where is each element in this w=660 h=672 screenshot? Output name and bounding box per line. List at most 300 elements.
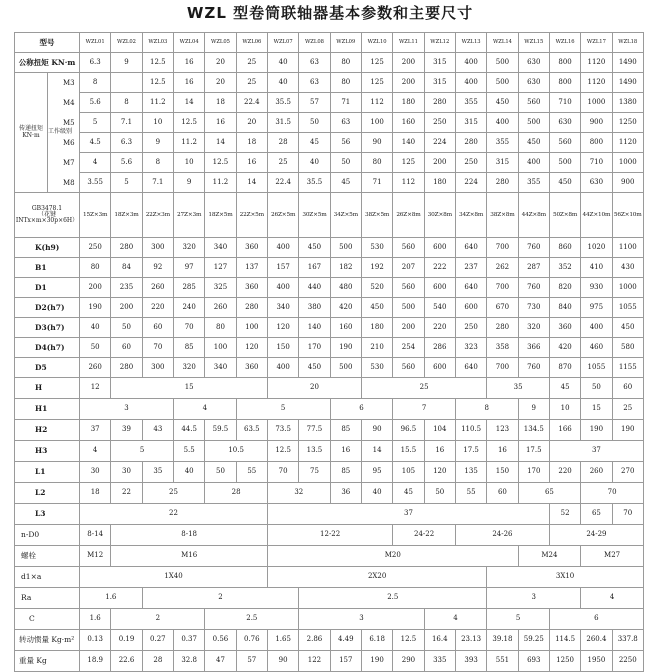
value-cell: 135	[455, 462, 486, 483]
spline-cell: 18Z×3m	[111, 193, 142, 238]
value-cell: M27	[581, 546, 644, 567]
model-header: WZL15	[518, 33, 549, 53]
spline-label	[15, 193, 80, 238]
spline-cell: 38Z×8m	[487, 193, 518, 238]
value-cell: 22.4	[236, 93, 267, 113]
value-cell: 40	[299, 153, 330, 173]
value-cell: 260	[205, 298, 236, 318]
row-label-l2: L2	[15, 483, 80, 504]
value-cell: 7	[393, 399, 456, 420]
value-cell: 500	[549, 153, 580, 173]
value-cell: 43	[142, 420, 173, 441]
row-weight	[15, 651, 644, 672]
value-cell: 10	[173, 153, 204, 173]
value-cell: 262	[487, 258, 518, 278]
value-cell: 1490	[612, 73, 643, 93]
row-d3	[15, 318, 644, 338]
value-cell: 18.9	[80, 651, 111, 672]
value-cell: 207	[393, 258, 424, 278]
value-cell: 5	[487, 609, 550, 630]
value-cell: 600	[424, 278, 455, 298]
value-cell: 360	[236, 278, 267, 298]
value-cell: 286	[424, 338, 455, 358]
value-cell: 400	[267, 358, 298, 378]
value-cell: 50	[205, 462, 236, 483]
value-cell: 2.5	[205, 609, 299, 630]
value-cell: 400	[581, 318, 612, 338]
value-cell: 56	[330, 133, 361, 153]
value-cell: 200	[424, 153, 455, 173]
value-cell: 340	[205, 238, 236, 258]
value-cell: 520	[361, 278, 392, 298]
row-l3	[15, 504, 644, 525]
value-cell: 400	[267, 278, 298, 298]
value-cell: 22.6	[111, 651, 142, 672]
work-class-m6: M6	[63, 139, 75, 147]
spline-cell: 26Z×8m	[393, 193, 424, 238]
value-cell: 200	[80, 278, 111, 298]
row-d5	[15, 358, 644, 378]
value-cell: 28	[205, 483, 268, 504]
value-cell: 1120	[612, 133, 643, 153]
value-cell: 60	[487, 483, 518, 504]
value-cell: 85	[173, 338, 204, 358]
value-cell: 900	[581, 113, 612, 133]
value-cell: 200	[393, 73, 424, 93]
row-label-l3: L3	[15, 504, 80, 525]
value-cell: 5	[111, 173, 142, 193]
value-cell: 760	[518, 238, 549, 258]
value-cell: 125	[393, 153, 424, 173]
value-cell: 250	[80, 238, 111, 258]
spline-cell: 50Z×8m	[549, 193, 580, 238]
value-cell: 1000	[612, 278, 643, 298]
value-cell: 760	[518, 278, 549, 298]
value-cell: 16	[330, 441, 361, 462]
value-cell: 420	[330, 298, 361, 318]
spline-cell: 34Z×5m	[330, 193, 361, 238]
value-cell: 530	[361, 358, 392, 378]
model-header: WZL13	[455, 33, 486, 53]
row-label-d1xa: d1×a	[15, 567, 80, 588]
value-cell: 340	[267, 298, 298, 318]
value-cell: 12.5	[142, 53, 173, 73]
value-cell: 32	[267, 483, 330, 504]
value-cell: 14	[236, 173, 267, 193]
value-cell: 25	[236, 73, 267, 93]
value-cell: 2.5	[299, 588, 487, 609]
value-cell: 355	[518, 173, 549, 193]
value-cell: 380	[299, 298, 330, 318]
value-cell: 90	[267, 651, 298, 672]
value-cell: 400	[518, 153, 549, 173]
value-cell: 180	[361, 318, 392, 338]
value-cell: 1X40	[80, 567, 268, 588]
value-cell: 80	[80, 258, 111, 278]
value-cell: 30	[80, 462, 111, 483]
value-cell: 700	[487, 278, 518, 298]
value-cell: 14	[173, 93, 204, 113]
value-cell: 18	[205, 93, 236, 113]
value-cell: 2	[142, 588, 299, 609]
value-cell: 71	[361, 173, 392, 193]
value-cell: 134.5	[518, 420, 549, 441]
value-cell: 170	[518, 462, 549, 483]
value-cell: 900	[612, 173, 643, 193]
value-cell: 870	[549, 358, 580, 378]
row-h1	[15, 399, 644, 420]
value-cell: 80	[205, 318, 236, 338]
value-cell: 70	[142, 338, 173, 358]
value-cell: 0.19	[111, 630, 142, 651]
model-header: WZL16	[549, 33, 580, 53]
value-cell: 10	[549, 399, 580, 420]
row-label-d1: D1	[15, 278, 80, 298]
value-cell: 25	[142, 483, 205, 504]
row-m3	[15, 73, 644, 93]
work-class-label: 工作级别	[48, 128, 73, 136]
value-cell: 20	[205, 53, 236, 73]
value-cell: 112	[361, 93, 392, 113]
value-cell: 0.56	[205, 630, 236, 651]
value-cell: 400	[455, 73, 486, 93]
value-cell: 224	[424, 133, 455, 153]
row-label-d4: D4(h7)	[15, 338, 80, 358]
value-cell: 120	[236, 338, 267, 358]
row-spline	[15, 193, 644, 238]
row-label-h3: H3	[15, 441, 80, 462]
value-cell: 122	[299, 651, 330, 672]
value-cell: M24	[518, 546, 581, 567]
value-cell: 12.5	[173, 113, 204, 133]
value-cell: 70	[612, 504, 643, 525]
value-cell: 300	[142, 358, 173, 378]
value-cell: 560	[549, 133, 580, 153]
value-cell: 640	[455, 238, 486, 258]
value-cell: 18	[80, 483, 111, 504]
value-cell: 222	[424, 258, 455, 278]
value-cell: 450	[612, 318, 643, 338]
value-cell: 45	[549, 378, 580, 399]
value-cell: 60	[142, 318, 173, 338]
value-cell: 50	[299, 113, 330, 133]
value-cell: 560	[393, 238, 424, 258]
value-cell: 11.2	[142, 93, 173, 113]
spline-cell: 22Z×3m	[142, 193, 173, 238]
value-cell: 352	[549, 258, 580, 278]
value-cell: 160	[330, 318, 361, 338]
value-cell: 460	[581, 338, 612, 358]
value-cell: 270	[612, 462, 643, 483]
model-header: WZL12	[424, 33, 455, 53]
value-cell: 287	[518, 258, 549, 278]
row-label-weight: 重量 Kg	[15, 651, 80, 672]
model-header: WZL10	[361, 33, 392, 53]
row-l1	[15, 462, 644, 483]
value-cell: 200	[393, 53, 424, 73]
model-header: WZL11	[393, 33, 424, 53]
value-cell: 4.49	[330, 630, 361, 651]
header-row	[15, 33, 644, 53]
value-cell: 40	[361, 483, 392, 504]
value-cell: 500	[330, 358, 361, 378]
value-cell: 9	[173, 173, 204, 193]
value-cell: 52	[549, 504, 580, 525]
value-cell: 15.5	[393, 441, 424, 462]
value-cell: 170	[299, 338, 330, 358]
value-cell: 190	[361, 651, 392, 672]
value-cell: 100	[205, 338, 236, 358]
row-label-b1: B1	[15, 258, 80, 278]
value-cell: 4.5	[80, 133, 111, 153]
value-cell: 5	[80, 113, 111, 133]
row-h	[15, 378, 644, 399]
value-cell: 325	[205, 278, 236, 298]
value-cell: 860	[549, 238, 580, 258]
value-cell: 1155	[612, 358, 643, 378]
value-cell: 18	[236, 133, 267, 153]
value-cell: 24-26	[455, 525, 549, 546]
value-cell: 2	[111, 609, 205, 630]
value-cell: 16.4	[424, 630, 455, 651]
value-cell: 450	[518, 133, 549, 153]
value-cell: 730	[518, 298, 549, 318]
value-cell: 450	[549, 173, 580, 193]
value-cell: 1950	[581, 651, 612, 672]
row-label-bolt: 螺栓	[15, 546, 80, 567]
value-cell: 120	[267, 318, 298, 338]
row-nominal_torque	[15, 53, 644, 73]
value-cell: 25	[236, 53, 267, 73]
value-cell: 220	[424, 318, 455, 338]
value-cell: 80	[330, 53, 361, 73]
value-cell: 820	[549, 278, 580, 298]
value-cell: 700	[487, 238, 518, 258]
value-cell: 500	[487, 53, 518, 73]
value-cell: 1020	[581, 238, 612, 258]
value-cell: 400	[487, 113, 518, 133]
value-cell: 280	[111, 358, 142, 378]
value-cell: 9	[111, 53, 142, 73]
value-cell: 500	[487, 73, 518, 93]
value-cell: 45	[330, 173, 361, 193]
value-cell: 10.5	[205, 441, 268, 462]
value-cell: 140	[299, 318, 330, 338]
value-cell: 32.8	[173, 651, 204, 672]
value-cell: 5.6	[111, 153, 142, 173]
value-cell: 0.76	[236, 630, 267, 651]
row-label-c: C	[15, 609, 80, 630]
value-cell: 200	[111, 298, 142, 318]
value-cell: 400	[267, 238, 298, 258]
value-cell: 200	[393, 318, 424, 338]
value-cell: 90	[361, 133, 392, 153]
row-label-k: K(h9)	[15, 238, 80, 258]
value-cell: 580	[612, 338, 643, 358]
value-cell: 157	[267, 258, 298, 278]
value-cell: 75	[299, 462, 330, 483]
spline-cell: 30Z×8m	[424, 193, 455, 238]
model-header: WZL18	[612, 33, 643, 53]
value-cell: 320	[173, 358, 204, 378]
value-cell: 600	[424, 238, 455, 258]
value-cell: 85	[330, 420, 361, 441]
value-cell: 100	[361, 113, 392, 133]
spec-table	[14, 32, 644, 672]
value-cell: 6.3	[111, 133, 142, 153]
value-cell: 35	[487, 378, 550, 399]
value-cell: 40	[173, 462, 204, 483]
value-cell: 45	[299, 133, 330, 153]
row-label-nd: n-D0	[15, 525, 80, 546]
value-cell: 190	[581, 420, 612, 441]
value-cell: 315	[487, 153, 518, 173]
value-cell: 630	[581, 173, 612, 193]
value-cell: 220	[142, 298, 173, 318]
value-cell: 8	[111, 93, 142, 113]
value-cell: 8	[142, 153, 173, 173]
value-cell: 250	[424, 113, 455, 133]
spline-label-line2: （花键 INTx×m×30p×6H）	[15, 210, 79, 225]
value-cell: 4	[80, 441, 111, 462]
value-cell: 1120	[581, 73, 612, 93]
value-cell: 12.5	[267, 441, 298, 462]
value-cell: 35.5	[299, 173, 330, 193]
value-cell: 59.25	[518, 630, 549, 651]
value-cell: 36	[330, 483, 361, 504]
value-cell: 315	[455, 113, 486, 133]
value-cell: 5.6	[80, 93, 111, 113]
value-cell: 260	[581, 462, 612, 483]
model-header: WZL08	[299, 33, 330, 53]
value-cell: 600	[424, 358, 455, 378]
value-cell: 22	[80, 504, 268, 525]
value-cell: 315	[424, 53, 455, 73]
model-header: WZL04	[173, 33, 204, 53]
row-c	[15, 609, 644, 630]
header-label: 型号	[15, 33, 80, 53]
value-cell: 125	[361, 53, 392, 73]
value-cell: 240	[173, 298, 204, 318]
value-cell: 25	[612, 399, 643, 420]
value-cell: 137	[236, 258, 267, 278]
value-cell: 96.5	[393, 420, 424, 441]
value-cell: 500	[393, 298, 424, 318]
value-cell: 450	[299, 358, 330, 378]
row-nd	[15, 525, 644, 546]
value-cell: 192	[361, 258, 392, 278]
value-cell: 560	[393, 278, 424, 298]
value-cell: 40	[80, 318, 111, 338]
value-cell: 63.5	[236, 420, 267, 441]
value-cell: 17.5	[518, 441, 549, 462]
value-cell: 167	[299, 258, 330, 278]
spline-cell: 26Z×5m	[267, 193, 298, 238]
value-cell: 260	[142, 278, 173, 298]
value-cell: 35	[142, 462, 173, 483]
value-cell: 3	[299, 609, 424, 630]
value-cell: 1250	[612, 113, 643, 133]
value-cell: 360	[236, 358, 267, 378]
value-cell: 320	[518, 318, 549, 338]
value-cell: 92	[142, 258, 173, 278]
value-cell: 63	[299, 73, 330, 93]
value-cell: 260	[80, 358, 111, 378]
value-cell: 59.5	[205, 420, 236, 441]
value-cell: 12	[80, 378, 111, 399]
value-cell: 551	[487, 651, 518, 672]
value-cell: 1120	[581, 53, 612, 73]
value-cell: 180	[424, 173, 455, 193]
value-cell: 366	[518, 338, 549, 358]
value-cell: 16	[205, 113, 236, 133]
value-cell: 360	[549, 318, 580, 338]
value-cell: 500	[330, 238, 361, 258]
value-cell: 80	[361, 153, 392, 173]
value-cell: 50	[330, 153, 361, 173]
value-cell: 16	[236, 153, 267, 173]
value-cell: 114.5	[549, 630, 580, 651]
value-cell: 150	[267, 338, 298, 358]
value-cell: 28	[142, 651, 173, 672]
value-cell: 630	[549, 113, 580, 133]
value-cell: 3	[80, 399, 174, 420]
value-cell: 280	[455, 133, 486, 153]
spline-cell: 44Z×10m	[581, 193, 612, 238]
value-cell: 355	[487, 133, 518, 153]
value-cell: 24-29	[549, 525, 643, 546]
value-cell: 8	[80, 73, 111, 93]
value-cell: 8-18	[111, 525, 268, 546]
spline-cell: 56Z×10m	[612, 193, 643, 238]
value-cell: 17.5	[455, 441, 486, 462]
value-cell: 280	[487, 173, 518, 193]
value-cell: 1.6	[80, 609, 111, 630]
row-m6	[15, 133, 644, 153]
value-cell: 15	[111, 378, 268, 399]
value-cell: 182	[330, 258, 361, 278]
value-cell: 20	[205, 73, 236, 93]
value-cell: 37	[80, 420, 111, 441]
value-cell: 320	[173, 238, 204, 258]
value-cell: 70	[267, 462, 298, 483]
value-cell: M12	[80, 546, 111, 567]
value-cell: 7.1	[111, 113, 142, 133]
row-d4	[15, 338, 644, 358]
spline-cell: 34Z×8m	[455, 193, 486, 238]
value-cell: 9	[518, 399, 549, 420]
spline-cell: 44Z×8m	[518, 193, 549, 238]
value-cell: 105	[393, 462, 424, 483]
value-cell: 1100	[612, 238, 643, 258]
value-cell: 530	[361, 238, 392, 258]
value-cell: 4	[424, 609, 487, 630]
value-cell: 150	[487, 462, 518, 483]
row-d2	[15, 298, 644, 318]
page-title: WZL 型卷筒联轴器基本参数和主要尺寸	[186, 4, 474, 22]
value-cell: 55	[455, 483, 486, 504]
value-cell: 25	[361, 378, 486, 399]
model-header: WZL03	[142, 33, 173, 53]
value-cell: 640	[455, 278, 486, 298]
transmit-torque-label: 传递扭矩 KN·m	[15, 73, 48, 193]
value-cell: 11.2	[205, 173, 236, 193]
value-cell: 6.3	[80, 53, 111, 73]
value-cell: 70	[173, 318, 204, 338]
value-cell: 5	[236, 399, 330, 420]
row-inertia	[15, 630, 644, 651]
value-cell: 1055	[581, 358, 612, 378]
